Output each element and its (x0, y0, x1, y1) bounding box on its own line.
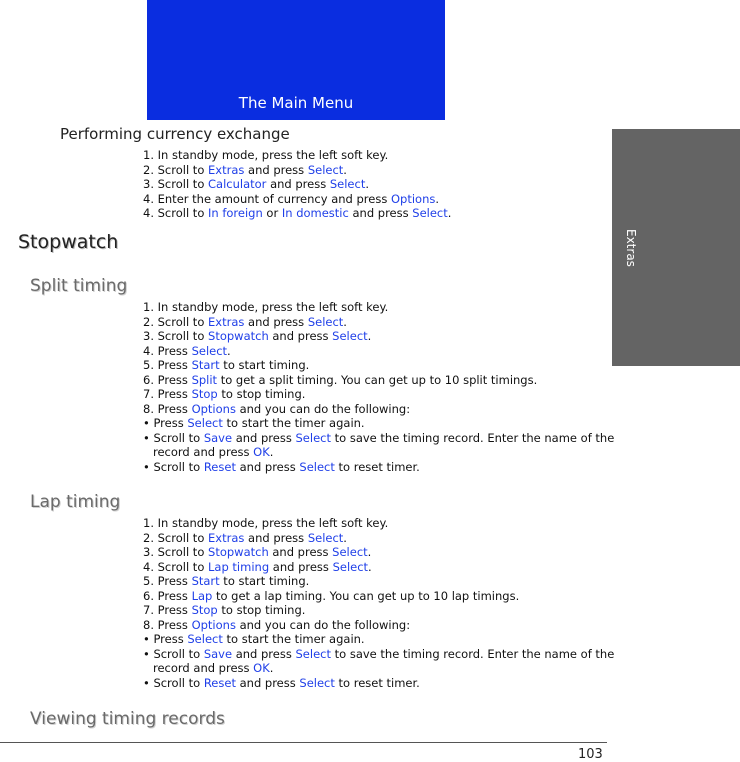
menu-term: Stopwatch (208, 545, 269, 559)
menu-term: Select (332, 559, 369, 574)
menu-term: In domestic (281, 206, 349, 220)
menu-term: Select (187, 416, 223, 430)
menu-term: Select (187, 632, 223, 646)
menu-term: Start (191, 574, 220, 588)
main-menu-image (147, 0, 445, 120)
step-text: 1. In standby mode, press the left soft key. (143, 300, 389, 314)
section-side-tab (612, 129, 740, 366)
step-text: . (367, 329, 372, 343)
step-text: 5. Press (143, 574, 192, 588)
lap-timing-heading: Lap timing (30, 492, 121, 512)
step-item (143, 531, 617, 546)
menu-term: Select (412, 206, 448, 220)
step-text: and press (268, 545, 333, 559)
step-text: and press (266, 177, 330, 191)
step-text: to get a split timing. You can get up to 10 split timings. (217, 372, 538, 387)
step-text: • Press (143, 632, 188, 646)
menu-term: Lap timing (208, 559, 270, 574)
step-item (143, 603, 617, 618)
side-tab-label: Extras (624, 229, 638, 267)
step-text: 4. Press (143, 343, 192, 358)
step-text: 8. Press (143, 401, 192, 416)
step-text: 2. Scroll to (143, 314, 209, 329)
main-menu-caption: The Main Menu (238, 94, 354, 112)
menu-term: Select (332, 545, 368, 559)
step-text: 6. Press (143, 372, 192, 387)
step-text: to start timing. (219, 358, 310, 372)
step-item (143, 373, 617, 388)
step-item (143, 387, 617, 402)
menu-term: Options (191, 617, 236, 632)
step-text: • Press (143, 416, 188, 430)
menu-term: OK (253, 661, 270, 675)
step-text: 7. Press (143, 603, 192, 617)
step-text: to stop timing. (217, 603, 306, 617)
menu-term: Select (299, 459, 335, 474)
step-item (143, 358, 617, 373)
step-text: and press (235, 459, 300, 474)
step-item (143, 344, 617, 359)
menu-term: Reset (203, 459, 236, 474)
step-item (143, 647, 617, 676)
step-text: 2. Scroll to (143, 530, 209, 545)
step-item (143, 163, 451, 178)
menu-term: Options (191, 401, 236, 416)
step-text: and press (232, 646, 296, 661)
step-item (143, 177, 451, 192)
step-item (143, 676, 617, 691)
step-text: to start the timer again. (222, 416, 365, 430)
step-text: . (367, 545, 372, 559)
menu-term: Lap (191, 588, 213, 603)
step-text: to save the timing record. Enter the name of the record and press (153, 646, 615, 675)
menu-term: Stop (191, 603, 218, 617)
step-text: . (368, 559, 372, 574)
step-item (143, 300, 617, 315)
step-text: 4. Scroll to (143, 206, 209, 220)
step-item (143, 148, 451, 163)
split-timing-steps (143, 300, 617, 474)
step-text: • Scroll to (143, 646, 204, 661)
step-text: 5. Press (143, 358, 192, 372)
stopwatch-heading: Stopwatch (18, 231, 119, 253)
step-text: to reset timer. (334, 459, 420, 474)
step-item (143, 431, 617, 460)
step-text: 3. Scroll to (143, 545, 209, 559)
currency-section-title: Performing currency exchange (60, 125, 290, 143)
step-text: . (343, 314, 347, 329)
menu-term: Calculator (208, 177, 267, 191)
menu-term: Select (295, 646, 331, 661)
step-text: 2. Scroll to (143, 162, 209, 177)
step-text: 8. Press (143, 617, 192, 632)
menu-term: Extras (208, 162, 245, 177)
menu-term: Select (295, 430, 331, 445)
step-text: and press (244, 314, 308, 329)
step-text: . (227, 343, 231, 358)
step-text: 6. Press (143, 588, 192, 603)
step-text: to start the timer again. (222, 632, 365, 646)
step-text: and you can do the following: (235, 617, 411, 632)
step-text: 1. In standby mode, press the left soft key. (143, 148, 389, 162)
step-text: 4. Enter the amount of currency and press (143, 191, 391, 206)
step-item (143, 574, 617, 589)
menu-term: Start (191, 358, 220, 372)
step-item (143, 618, 617, 633)
step-text: to save the timing record. Enter the name of the record and press (153, 430, 615, 459)
menu-term: In foreign (208, 206, 263, 220)
step-item (143, 416, 617, 431)
step-item (143, 402, 617, 417)
step-text: . (365, 177, 369, 191)
currency-steps (143, 148, 451, 221)
menu-term: Stop (191, 387, 218, 401)
step-text: 4. Scroll to (143, 559, 209, 574)
step-text: and press (348, 206, 413, 220)
viewing-records-heading: Viewing timing records (30, 709, 225, 729)
menu-term: Options (391, 191, 436, 206)
step-text: . (435, 191, 440, 206)
lap-timing-steps (143, 516, 617, 690)
menu-term: Select (307, 530, 344, 545)
menu-term: Select (191, 343, 228, 358)
step-text: . (343, 530, 347, 545)
menu-term: Stopwatch (208, 329, 269, 343)
menu-term: Extras (208, 314, 245, 329)
step-item (143, 192, 451, 207)
step-text: . (269, 445, 274, 459)
step-text: and press (244, 530, 308, 545)
step-text: 7. Press (143, 387, 192, 401)
menu-term: Select (307, 314, 344, 329)
menu-term: Split (191, 372, 218, 387)
step-text: to reset timer. (334, 675, 420, 690)
menu-term: Select (299, 675, 335, 690)
step-item (143, 632, 617, 647)
step-text: and you can do the following: (235, 401, 411, 416)
step-item (143, 329, 617, 344)
menu-term: Select (332, 329, 368, 343)
menu-term: Select (307, 162, 344, 177)
footer-rule (0, 742, 607, 743)
step-item (143, 545, 617, 560)
step-text: and press (269, 559, 333, 574)
step-text: and press (244, 162, 308, 177)
step-text: 3. Scroll to (143, 329, 209, 343)
step-text: 1. In standby mode, press the left soft key. (143, 516, 389, 530)
step-text: or (262, 206, 282, 220)
step-item (143, 589, 617, 604)
step-text: • Scroll to (143, 459, 204, 474)
step-text: and press (268, 329, 333, 343)
step-text: to stop timing. (217, 387, 306, 401)
step-text: to start timing. (219, 574, 310, 588)
page-number: 103 (578, 747, 603, 762)
step-text: and press (235, 675, 300, 690)
menu-term: Save (203, 430, 233, 445)
menu-term: Reset (203, 675, 236, 690)
menu-term: OK (253, 445, 270, 459)
step-item (143, 206, 451, 221)
step-item (143, 460, 617, 475)
menu-term: Save (203, 646, 233, 661)
step-text: • Scroll to (143, 675, 204, 690)
menu-term: Select (329, 177, 366, 191)
split-timing-heading: Split timing (30, 276, 128, 296)
step-text: • Scroll to (143, 430, 204, 445)
step-item (143, 516, 617, 531)
step-text: to get a lap timing. You can get up to 10 lap timings. (212, 588, 520, 603)
step-item (143, 315, 617, 330)
step-text: . (447, 206, 452, 220)
step-text: and press (232, 430, 296, 445)
menu-term: Extras (208, 530, 245, 545)
step-text: . (343, 162, 347, 177)
step-item (143, 560, 617, 575)
step-text: 3. Scroll to (143, 177, 209, 191)
step-text: . (269, 661, 274, 675)
